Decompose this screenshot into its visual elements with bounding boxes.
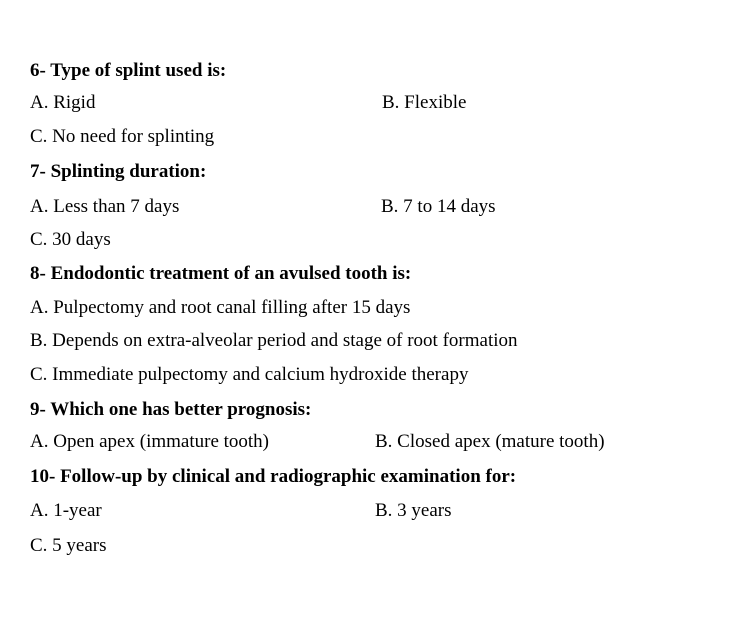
- question-8-title: 8- Endodontic treatment of an avulsed tooth is:: [30, 263, 412, 284]
- question-6-option-a: A. Rigid: [30, 92, 96, 113]
- question-7-option-b: B. 7 to 14 days: [381, 196, 496, 217]
- question-6-title: 6- Type of splint used is:: [30, 60, 227, 81]
- question-8-option-a: A. Pulpectomy and root canal filling after 15 days: [30, 297, 411, 318]
- question-10-option-c: C. 5 years: [30, 535, 107, 556]
- question-10-option-a: A. 1-year: [30, 500, 102, 521]
- question-7-title: 7- Splinting duration:: [30, 161, 207, 182]
- question-10-title: 10- Follow-up by clinical and radiographic examination for:: [30, 466, 517, 487]
- question-9-title: 9- Which one has better prognosis:: [30, 399, 312, 420]
- question-7-option-a: A. Less than 7 days: [30, 196, 180, 217]
- question-6-option-b: B. Flexible: [382, 92, 467, 113]
- question-7-option-c: C. 30 days: [30, 229, 111, 250]
- question-8-option-b: B. Depends on extra-alveolar period and stage of root formation: [30, 330, 518, 351]
- question-8-option-c: C. Immediate pulpectomy and calcium hydroxide therapy: [30, 364, 469, 385]
- question-10-option-b: B. 3 years: [375, 500, 452, 521]
- question-9-option-b: B. Closed apex (mature tooth): [375, 431, 605, 452]
- question-6-option-c: C. No need for splinting: [30, 126, 215, 147]
- question-9-option-a: A. Open apex (immature tooth): [30, 431, 270, 452]
